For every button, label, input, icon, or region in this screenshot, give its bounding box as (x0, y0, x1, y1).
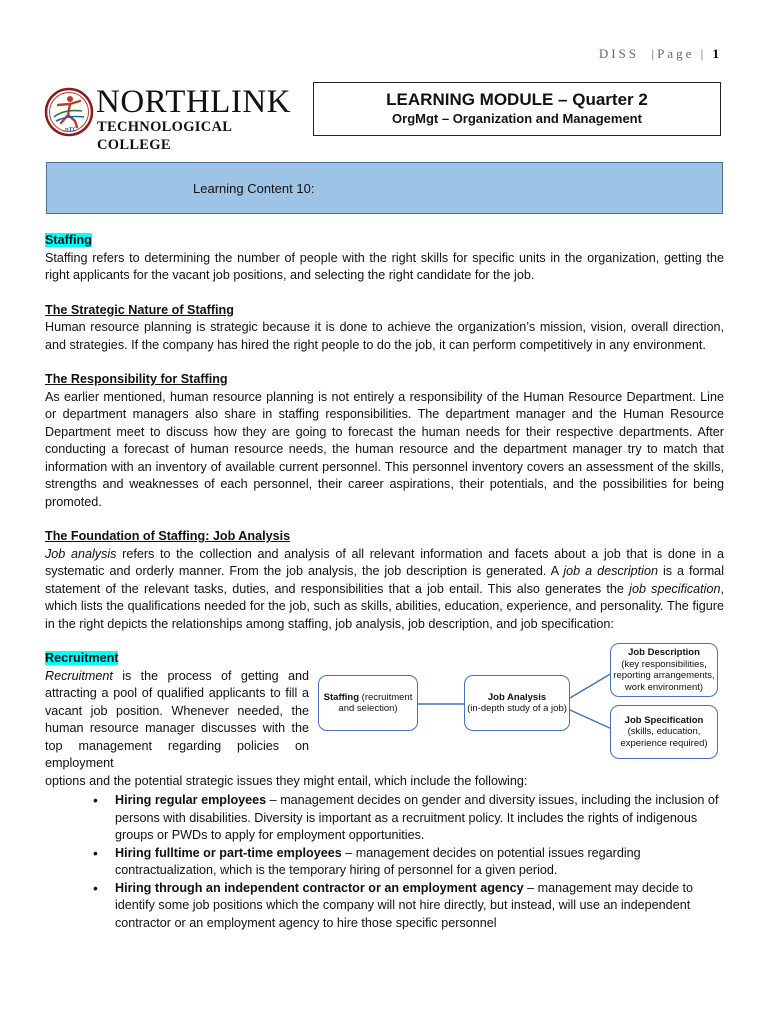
responsibility-heading: The Responsibility for Staffing (45, 372, 228, 386)
staffing-heading: Staffing (45, 233, 92, 247)
learning-content-box (46, 162, 723, 214)
staffing-diagram (316, 643, 720, 759)
foundation-text-2: is a formal statement of the relevant tasks, duties, and responsibilities that a job entail. This also generates the (45, 564, 724, 596)
recruitment-options-list (45, 792, 724, 932)
recruitment-text (45, 668, 309, 773)
college-name: NORTHLINK (96, 84, 291, 120)
foundation-text (45, 546, 724, 634)
strategic-text: Human resource planning is strategic because it is done to achieve the organization’s mission, vision, overall direction, and strategies. If the company has hired the right people to do the job, it can perform competitively in any environment. (45, 320, 724, 352)
bullet-title: Hiring fulltime or part-time employees (115, 845, 342, 860)
responsibility-text: As earlier mentioned, human resource planning is not entirely a responsibility of the Human Resource Department. Line or department managers also share in staffing responsibilities. The department manager and the Human Resource Department meet to discuss how they are going to forecast the human needs for their respective departments. After conducting a forecast of human resource needs, the human resource and the department manager try to match that information with an inventory of available current personnel. This personnel inventory covers an assessment of the skills, strengths and weaknesses of each personnel, their career aspirations, their potentials, and the possibilities for being promoted. (45, 389, 724, 509)
list-item (115, 880, 724, 933)
staffing-text: Staffing refers to determining the number of people with the right skills for specific units in the organization, getting the right applicants for the vacant job positions, and selecting the right candidate for the job. (45, 250, 724, 282)
staffing-node (318, 675, 418, 731)
job-analysis-title: Job Analysis (487, 691, 547, 703)
page-label: Page (657, 46, 695, 61)
recruitment-heading: Recruitment (45, 651, 119, 665)
college-subtitle: TECHNOLOGICAL COLLEGE (97, 119, 232, 153)
term-job-specification: job specification (629, 581, 721, 596)
foundation-heading: The Foundation of Staffing: Job Analysis (45, 529, 291, 543)
staffing-node-sub: (recruitment and selection) (338, 691, 413, 714)
job-description-sub: (key responsibilities, reporting arrangements, work environment) (613, 658, 715, 693)
module-subtitle: OrgMgt – Organization and Management (392, 111, 642, 126)
recruitment-continuation: options and the potential strategic issues they might entail, which include the following: (45, 773, 528, 788)
job-specification-sub: (skills, education, experience required) (620, 726, 708, 749)
recruitment-text-body: is the process of getting and attracting a pool of qualified applicants to fill a vacant job position. Whenever needed, the human resource manager discusses with the top management regarding policies on employment (45, 668, 309, 770)
job-specification-title: Job Specification (624, 714, 704, 726)
emblem-text: nTC (65, 126, 77, 133)
staffing-node-title: Staffing (323, 691, 360, 703)
college-logo (44, 84, 306, 153)
job-analysis-node (464, 675, 570, 731)
bullet-text: – management decides on gender and diversity issues, including the inclusion of persons with disabilities. Diversity is important as a recruitment policy. It includes the rights of indigenous groups or PWDs to apply for employment opportunities. (115, 793, 719, 842)
job-specification-node (610, 705, 718, 759)
module-content (45, 232, 724, 932)
bullet-text: – management decides on potential issues regarding contractualization, which is the temporary hiring of personnel for a given period. (115, 845, 641, 877)
bullet-title: Hiring through an independent contractor or an employment agency (115, 880, 524, 895)
bullet-title: Hiring regular employees (115, 793, 267, 807)
list-item (115, 792, 724, 845)
page-number: 1 (712, 46, 722, 61)
job-description-node (610, 643, 718, 697)
job-description-title: Job Description (628, 647, 700, 658)
module-title-box (313, 82, 721, 136)
learning-content-label: Learning Content 10: (193, 181, 315, 196)
term-recruitment: Recruitment (45, 668, 113, 683)
doc-code: DISS (598, 46, 639, 61)
module-title: LEARNING MODULE – Quarter 2 (386, 90, 648, 109)
list-item (115, 845, 724, 880)
foundation-text-1: refers to the collection and analysis of all relevant information and facets about a job that is done in a systematic and orderly manner. From the job analysis, the job description is generated. A (45, 546, 724, 578)
term-job-analysis: Job analysis (45, 546, 117, 561)
job-analysis-sub: (in-depth study of a job) (467, 703, 567, 714)
college-emblem-icon (44, 87, 94, 137)
strategic-heading: The Strategic Nature of Staffing (45, 302, 234, 317)
bullet-text: – management may decide to identify some job positions which the company will not hire directly, but instead, will use an independent contractor or an employment agency to hire those specific personnel (115, 880, 694, 930)
term-job-description: job a description (563, 564, 658, 578)
foundation-text-3: , which lists the qualifications needed for the job, such as skills, abilities, education, experience, and personality. The figure in the right depicts the relationships among staffing, job analysis, job description, and job specification: (45, 581, 724, 631)
page-header: DISS |Page | 1 (598, 46, 722, 61)
